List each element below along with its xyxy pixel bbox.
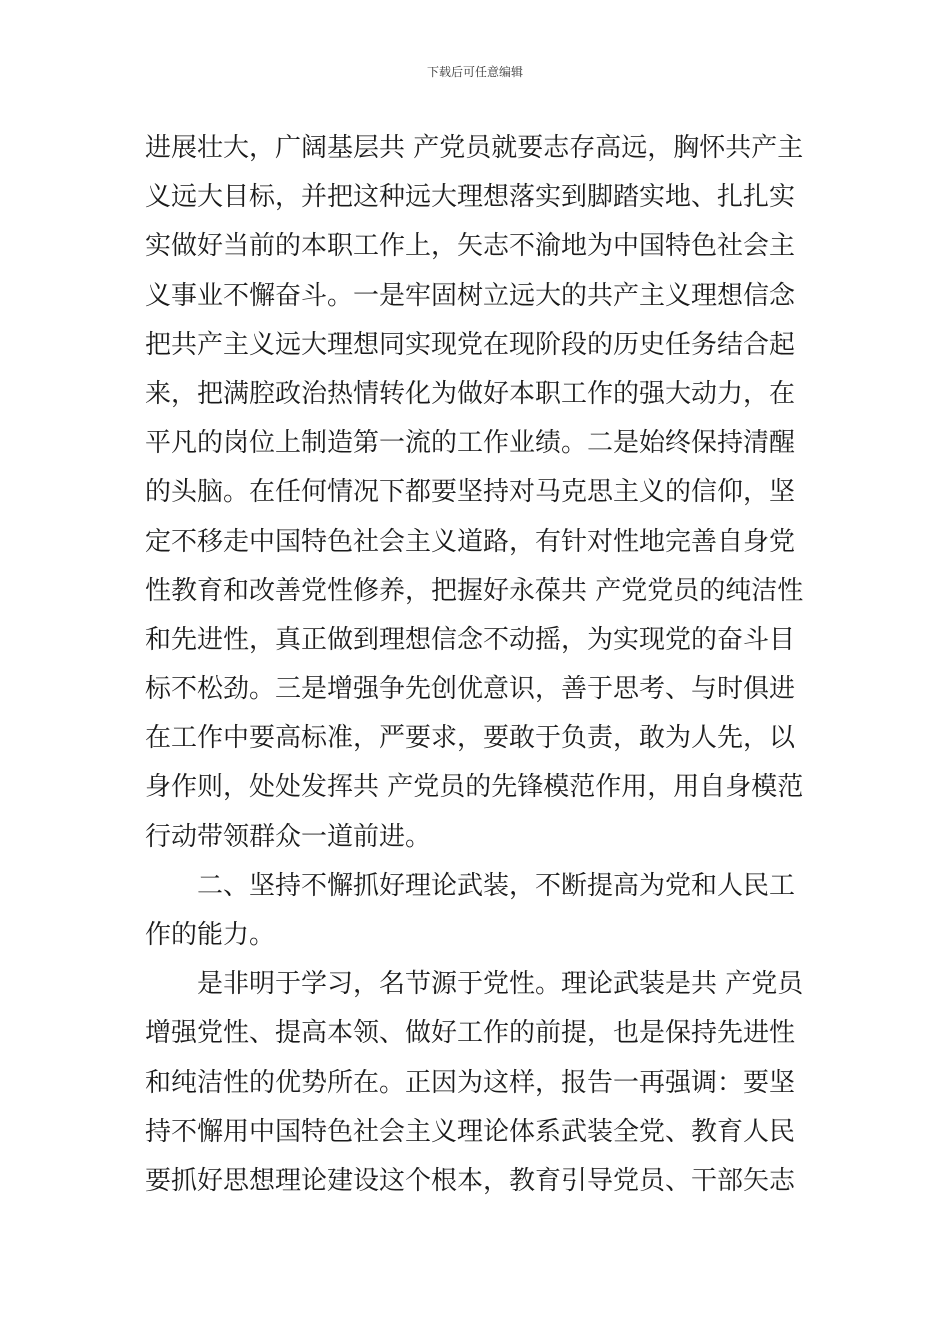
- text-line: 持不懈用中国特色社会主义理论体系武装全党、教育人民: [145, 1116, 796, 1147]
- text-line: 在工作中要高标准，严要求，要敢于负责，敢为人先，以: [145, 723, 796, 754]
- text-line: 作的能力。: [145, 920, 276, 950]
- document-body: [145, 124, 815, 1206]
- paragraph-start: 是非明于学习，名节源于党性。理论武装是共 产党员: [197, 969, 804, 1000]
- text-line: 平凡的岗位上制造第一流的工作业绩。二是始终保持清醒: [145, 428, 796, 459]
- text-line: 性教育和改善党性修养，把握好永葆共 产党党员的纯洁性: [145, 575, 804, 606]
- text-line: 和纯洁性的优势所在。正因为这样，报告一再强调：要坚: [145, 1067, 796, 1098]
- text-line: 实做好当前的本职工作上，矢志不渝地为中国特色社会主: [145, 231, 796, 262]
- text-line: 定不移走中国特色社会主义道路，有针对性地完善自身党: [145, 526, 796, 557]
- text-line: 来，把满腔政治热情转化为做好本职工作的强大动力，在: [145, 378, 796, 409]
- text-line: 身作则，处处发挥共 产党员的先锋模范作用，用自身模范: [145, 772, 804, 803]
- text-line: 义远大目标，并把这种远大理想落实到脚踏实地、扎扎实: [145, 182, 796, 213]
- text-line: 行动带领群众一道前进。: [145, 821, 432, 852]
- text-line: 增强党性、提高本领、做好工作的前提，也是保持先进性: [145, 1018, 796, 1049]
- text-line: 把共产主义远大理想同实现党在现阶段的历史任务结合起: [145, 329, 796, 360]
- text-line: 义事业不懈奋斗。一是牢固树立远大的共产主义理想信念: [145, 280, 796, 311]
- text-line: 要抓好思想理论建设这个根本，教育引导党员、干部矢志: [145, 1165, 796, 1196]
- section-heading: 二、坚持不懈抓好理论武装，不断提高为党和人民工: [197, 870, 796, 901]
- text-line: 进展壮大，广阔基层共 产党员就要志存高远，胸怀共产主: [145, 133, 804, 163]
- text-line: 标不松劲。三是增强争先创优意识，善于思考、与时俱进: [145, 674, 796, 705]
- text-line: 的头脑。在任何情况下都要坚持对马克思主义的信仰，坚: [145, 477, 796, 508]
- page-header: 下载后可任意编辑: [426, 65, 523, 79]
- text-line: 和先进性，真正做到理想信念不动摇，为实现党的奋斗目: [145, 624, 796, 655]
